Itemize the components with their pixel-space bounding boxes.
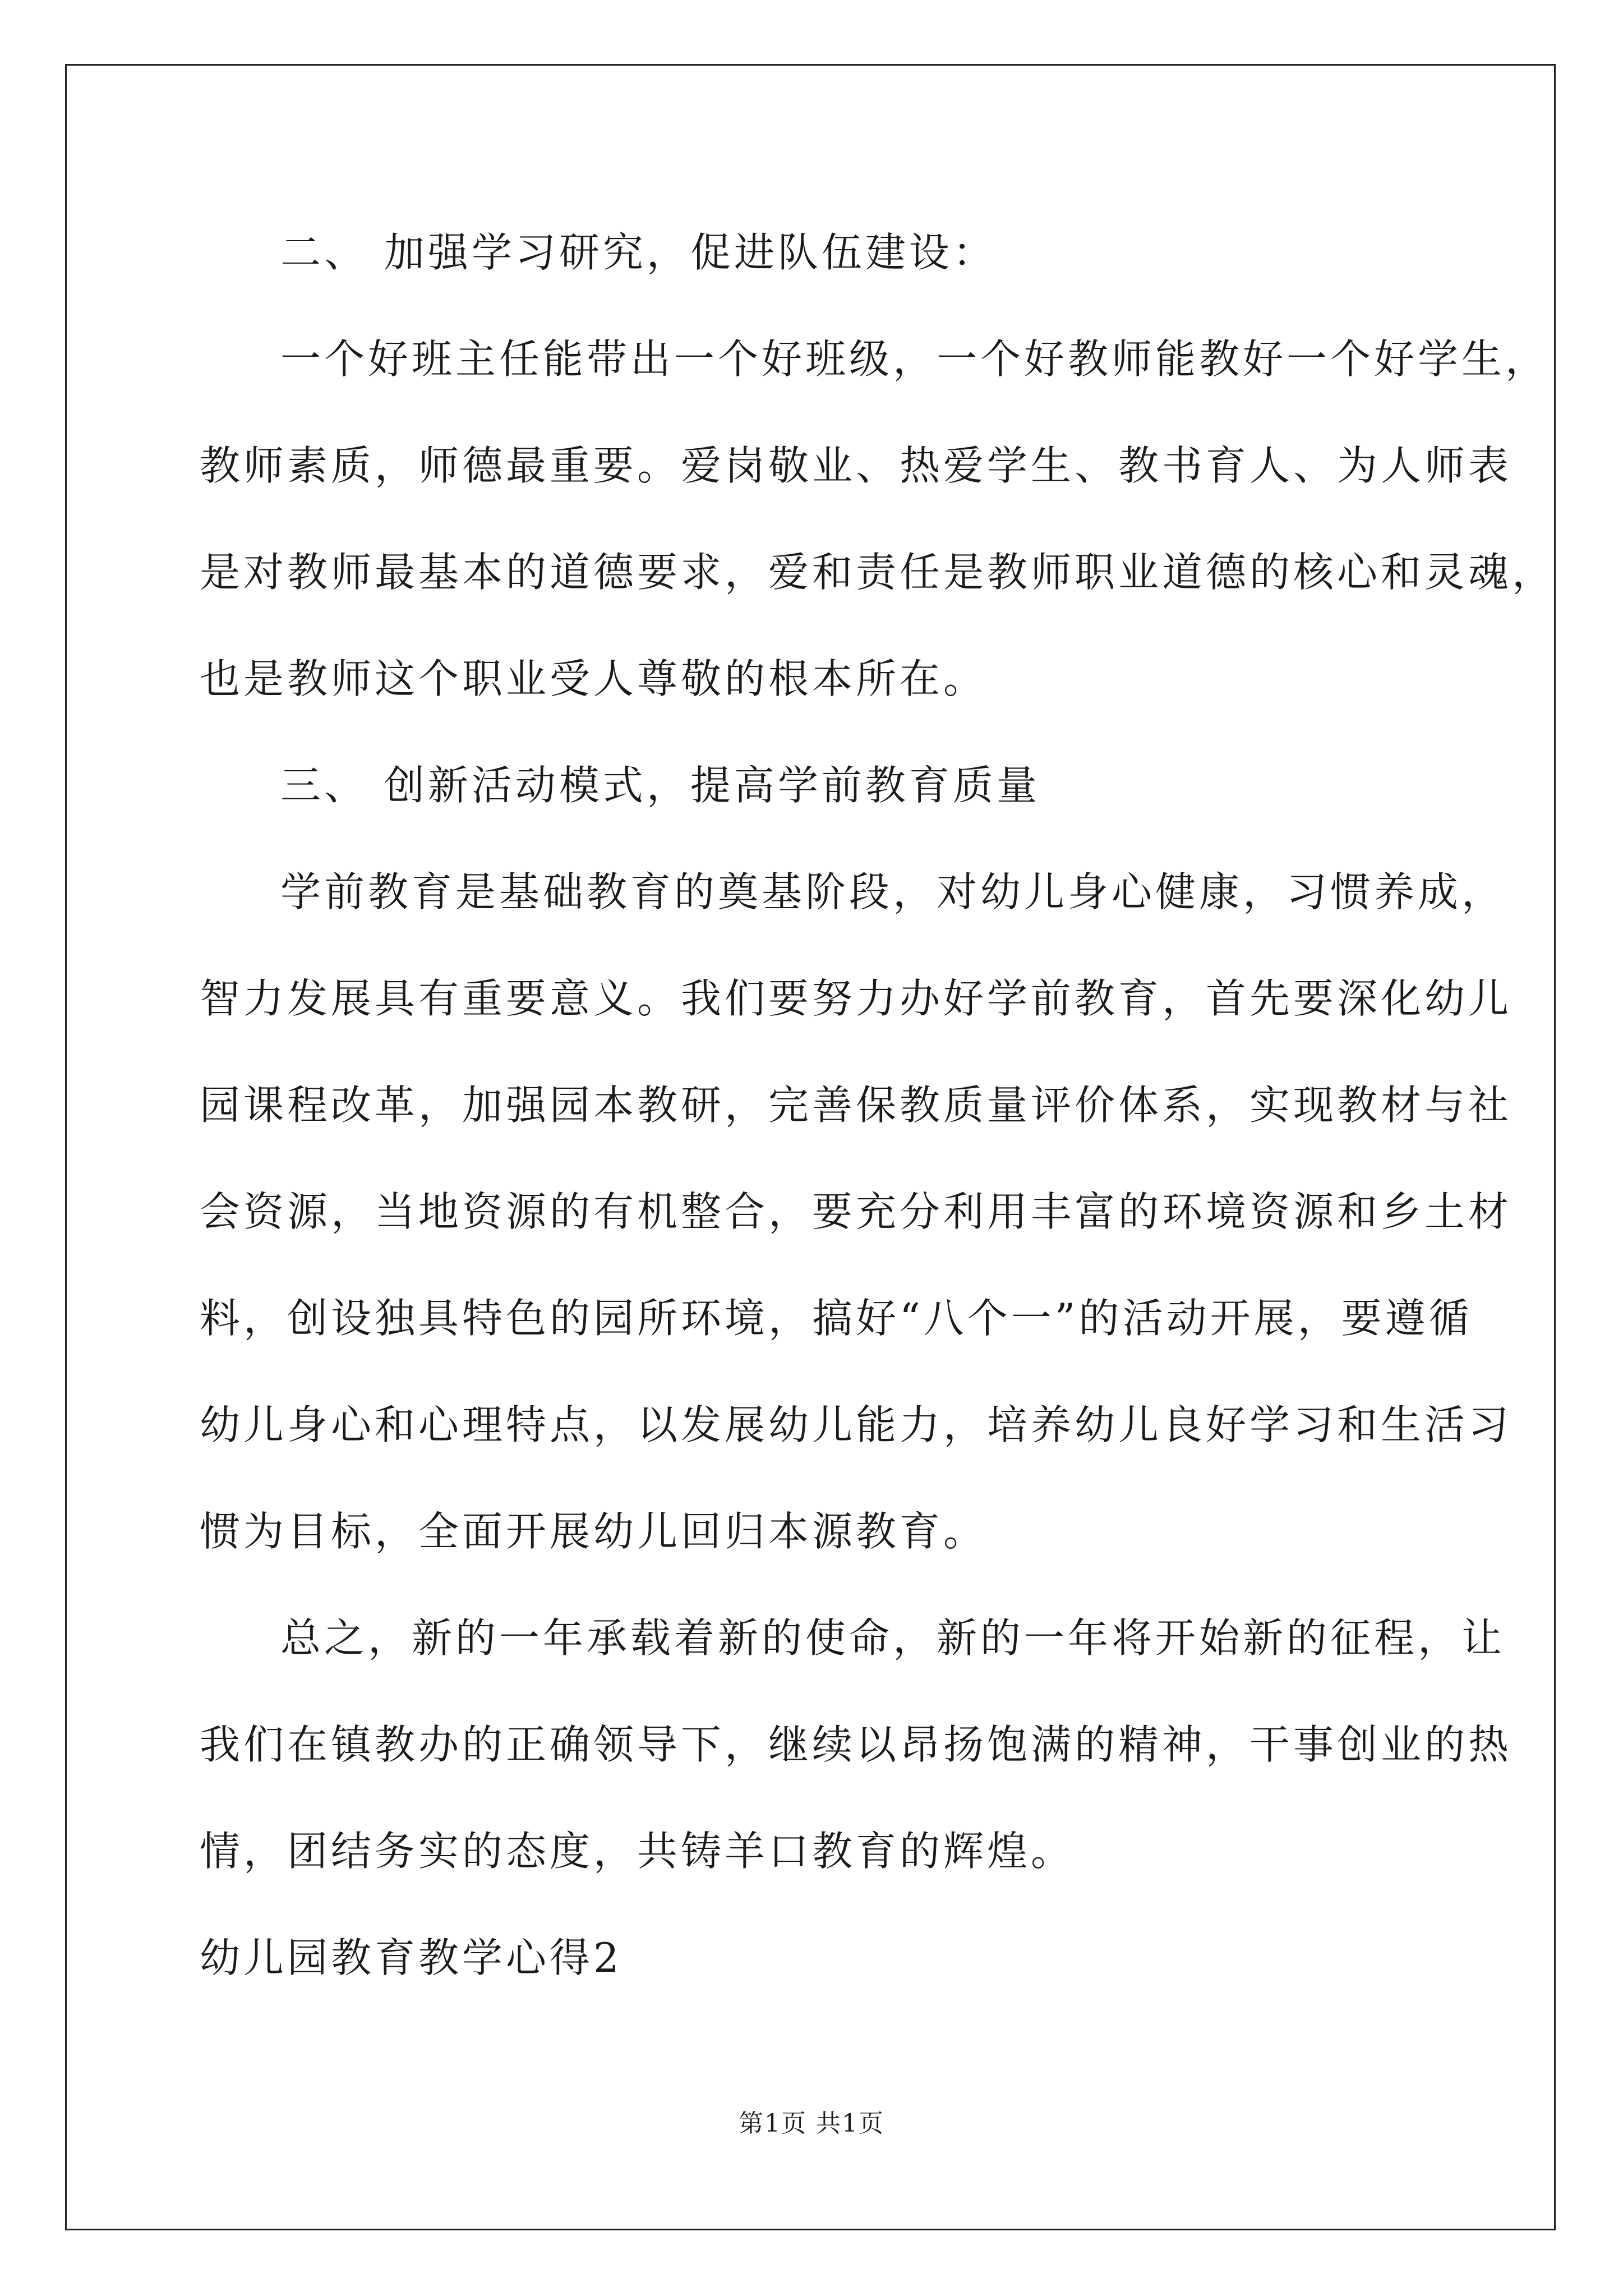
page-footer: 第1页 共1页 (739, 2109, 884, 2138)
section-heading-2: 二、 加强学习研究，促进队伍建设： (280, 229, 997, 276)
paragraph-2-line-7: 惯为目标，全面开展幼儿回归本源教育。 (200, 1508, 988, 1555)
paragraph-2-line-1: 学前教育是基础教育的奠基阶段，对幼儿身心健康，习惯养成， (280, 868, 1506, 915)
paragraph-1-line-4: 也是教师这个职业受人尊敬的根本所在。 (200, 655, 988, 702)
page-border (65, 64, 1556, 2230)
paragraph-2-line-4: 会资源，当地资源的有机整合，要充分利用丰富的环境资源和乡土材 (200, 1188, 1513, 1235)
paragraph-3-line-2: 我们在镇教办的正确领导下，继续以昂扬饱满的精神，干事创业的热 (200, 1721, 1513, 1768)
section-heading-3: 三、 创新活动模式，提高学前教育质量 (280, 762, 1040, 809)
paragraph-1-line-1: 一个好班主任能带出一个好班级，一个好教师能教好一个好学生， (280, 335, 1550, 383)
paragraph-2-line-3: 园课程改革，加强园本教研，完善保教质量评价体系，实现教材与社 (200, 1082, 1513, 1129)
paragraph-2-line-2: 智力发展具有重要意义。我们要努力办好学前教育，首先要深化幼儿 (200, 975, 1513, 1022)
paragraph-1-line-2: 教师素质，师德最重要。爱岗敬业、热爱学生、教书育人、为人师表 (200, 442, 1513, 489)
paragraph-1-line-3: 是对教师最基本的道德要求，爱和责任是教师职业道德的核心和灵魂， (200, 549, 1556, 596)
paragraph-2-line-5: 料，创设独具特色的园所环境，搞好“八个一”的活动开展，要遵循 (200, 1295, 1473, 1342)
paragraph-3-line-1: 总之，新的一年承载着新的使命，新的一年将开始新的征程，让 (280, 1614, 1506, 1662)
article-title: 幼儿园教育教学心得2 (200, 1934, 623, 1981)
paragraph-2-line-6: 幼儿身心和心理特点，以发展幼儿能力，培养幼儿良好学习和生活习 (200, 1401, 1513, 1448)
paragraph-3-line-3: 情，团结务实的态度，共铸羊口教育的辉煌。 (200, 1828, 1075, 1875)
